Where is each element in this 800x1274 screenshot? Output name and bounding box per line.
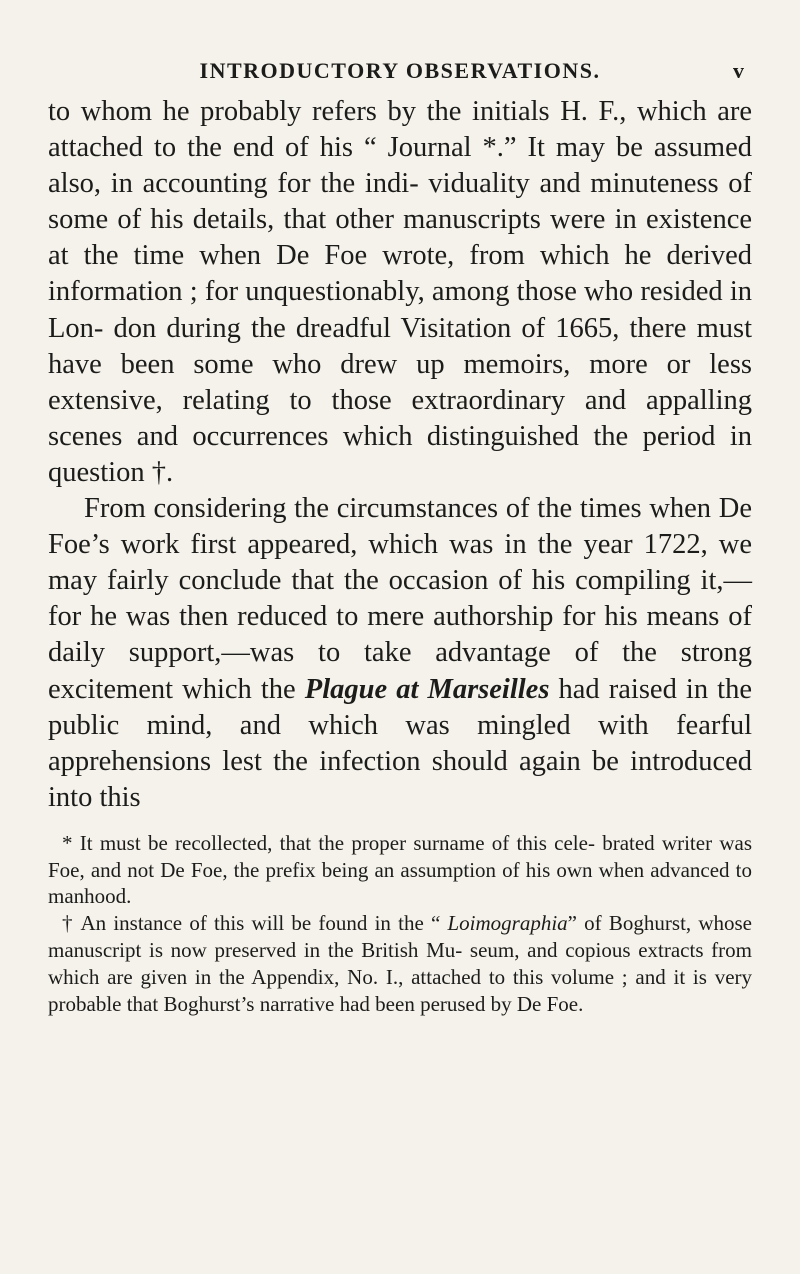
footnotes: [48, 830, 752, 1018]
text-line: lest the infection should again be introduced into this: [48, 745, 752, 813]
text-line: the period in question †.: [48, 420, 752, 488]
text-line: when De Foe’s work first appeared, which was in the: [48, 493, 752, 561]
text-line: viduality and minuteness of some of his details, that: [48, 168, 752, 236]
text-line: * It must be recollected, that the proper surname of this cele-: [62, 830, 595, 855]
text-line: No. I., attached to this volume ; and it is very probable that: [48, 964, 753, 1016]
text-line: seum, and copious extracts from which are given in the Appendix,: [48, 938, 753, 989]
running-head: [48, 58, 752, 84]
text-fragment: † An instance of this will be found in the “: [62, 911, 448, 936]
italic-title-loimographia: Loimographia: [447, 911, 568, 936]
body-text: [48, 94, 752, 816]
italic-title-plague-at-marseilles: Plague at Marseilles: [304, 673, 550, 705]
text-line: De Foe wrote, from which he derived information ;: [48, 240, 753, 308]
text-line: which are attached to the end of his “ Journal *.”: [48, 96, 752, 164]
paragraph-2: [48, 491, 752, 816]
footnote-1: [48, 830, 752, 910]
page-number: v: [733, 58, 744, 83]
text-line: of his compiling it,—for he was then reduced to mere: [48, 565, 753, 633]
text-line: authorship for his means of daily support,—was to: [48, 601, 752, 669]
text-line: don during the dreadful Visitation of 1665, there: [113, 312, 687, 344]
text-line: appalling scenes and occurrences which distinguished: [48, 384, 752, 452]
text-line: less extensive, relating to those extraordinary and: [48, 348, 752, 416]
text-line: to whom he probably refers by the initials H. F.,: [48, 96, 627, 127]
text-line: and which was mingled with fearful apprehensions: [48, 709, 753, 777]
footnote-2: [48, 910, 752, 1017]
text-fragment: ” of: [567, 911, 602, 936]
text-line: other manuscripts were in existence at the time when: [48, 204, 753, 272]
running-title: INTRODUCTORY OBSERVATIONS.: [199, 58, 601, 83]
text-line: It may be assumed also, in accounting for the indi-: [48, 132, 752, 200]
text-line: From considering the circumstances of the times: [84, 493, 642, 525]
text-line: Boghurst’s narrative had been perused by De Foe.: [163, 991, 584, 1016]
text-line: assumption of his own when advanced to manhood.: [48, 857, 752, 909]
text-line: brated writer was Foe, and not De Foe, the prefix being an: [48, 830, 752, 882]
paragraph-1: [48, 94, 752, 491]
text-line: year 1722, we may fairly conclude that the occasion: [48, 529, 752, 597]
text-line: take advantage of the strong excitement which the: [48, 637, 753, 705]
text-fragment: had raised in the public mind,: [48, 673, 753, 741]
text-line: Boghurst, whose manuscript is now preserved in the British Mu-: [48, 911, 752, 963]
text-line: must have been some who drew up memoirs, more or: [48, 312, 753, 380]
text-line: for unquestionably, among those who resided in Lon-: [48, 276, 752, 344]
